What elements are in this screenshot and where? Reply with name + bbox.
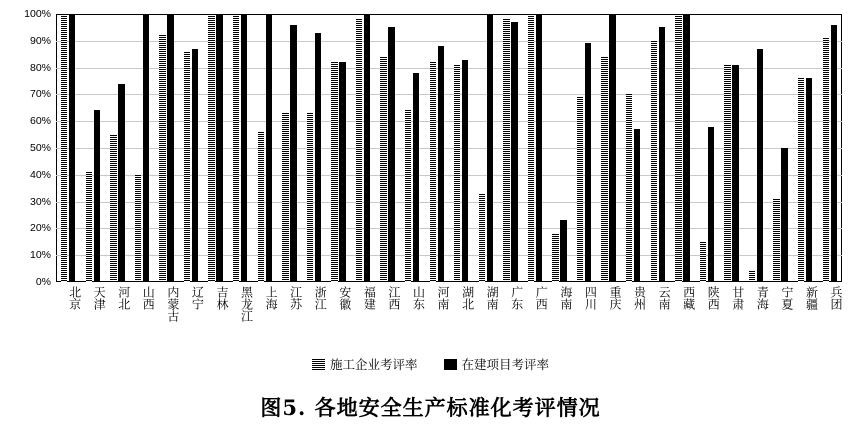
x-tick-label: 宁夏 <box>779 286 794 310</box>
bar-project <box>413 73 419 282</box>
bar-project <box>388 27 394 282</box>
x-tick-label: 西藏 <box>681 286 696 310</box>
bar-enterprise <box>135 175 141 282</box>
bar-project <box>560 220 566 282</box>
bar-project <box>609 14 615 282</box>
bar-group <box>154 14 179 282</box>
bar-enterprise <box>110 135 116 282</box>
y-tick-label: 0% <box>35 275 51 288</box>
bar-project <box>364 14 370 282</box>
bar-enterprise <box>282 113 288 282</box>
bar-project <box>94 110 100 282</box>
bar-project <box>831 25 837 282</box>
bar-enterprise <box>773 199 779 282</box>
legend-label-series0: 施工企业考评率 <box>329 358 418 372</box>
y-tick-label: 30% <box>29 195 51 208</box>
bar-group <box>646 14 671 282</box>
bar-enterprise <box>380 57 386 282</box>
bar-enterprise <box>528 14 534 282</box>
bar-enterprise <box>356 19 362 282</box>
x-tick-label: 兵团 <box>829 286 843 310</box>
bar-project <box>683 14 689 282</box>
x-tick-label: 山东 <box>411 286 426 310</box>
bar-project <box>511 22 517 282</box>
x-tick-label: 山西 <box>141 286 156 310</box>
x-axis-labels <box>56 286 842 348</box>
legend-swatch-icon <box>312 359 325 370</box>
bar-project <box>339 62 345 282</box>
bar-group <box>793 14 818 282</box>
x-tick-label: 云南 <box>657 286 672 310</box>
bar-group <box>400 14 425 282</box>
bar-project <box>69 14 75 282</box>
legend-item-series1 <box>444 355 550 373</box>
x-tick-label: 甘肃 <box>730 286 745 310</box>
bar-group <box>498 14 523 282</box>
bar-enterprise <box>651 41 657 282</box>
bar-group <box>621 14 646 282</box>
bar-group <box>375 14 400 282</box>
bar-group <box>253 14 278 282</box>
x-tick-label: 湖北 <box>460 286 475 310</box>
y-tick-label: 50% <box>29 141 51 154</box>
bar-enterprise <box>700 242 706 282</box>
y-tick-label: 20% <box>29 222 51 235</box>
y-tick-label: 40% <box>29 168 51 181</box>
bar-group <box>670 14 695 282</box>
bar-project <box>438 46 444 282</box>
bar-project <box>192 49 198 282</box>
bar-group <box>81 14 106 282</box>
bar-enterprise <box>208 14 214 282</box>
bar-project <box>462 60 468 282</box>
bar-group <box>523 14 548 282</box>
bar-group <box>695 14 720 282</box>
bar-enterprise <box>479 194 485 282</box>
chart-plot-area <box>24 7 842 288</box>
x-tick-label: 陕西 <box>706 286 721 310</box>
bar-enterprise <box>675 14 681 282</box>
bar-group <box>203 14 228 282</box>
x-tick-label: 黑龙江 <box>239 286 254 322</box>
bar-enterprise <box>552 234 558 282</box>
bar-group <box>474 14 499 282</box>
x-tick-label: 吉林 <box>214 286 229 310</box>
x-tick-label: 河北 <box>116 286 131 310</box>
y-tick-label: 10% <box>29 248 51 261</box>
x-tick-label: 四川 <box>583 286 598 310</box>
bar-group <box>105 14 130 282</box>
bar-enterprise <box>86 172 92 282</box>
bar-project <box>241 14 247 282</box>
bar-project <box>585 43 591 282</box>
x-tick-label: 浙江 <box>313 286 328 310</box>
x-tick-label: 内蒙古 <box>165 286 180 322</box>
x-tick-label: 广东 <box>509 286 524 310</box>
bar-enterprise <box>307 113 313 282</box>
x-tick-label: 海南 <box>558 286 573 310</box>
chart-legend <box>0 355 861 373</box>
bar-group <box>277 14 302 282</box>
bar-enterprise <box>823 38 829 282</box>
bar-project <box>634 129 640 282</box>
bar-group <box>744 14 769 282</box>
x-tick-label: 天津 <box>92 286 107 310</box>
x-tick-label: 安徽 <box>337 286 352 310</box>
bar-enterprise <box>405 110 411 282</box>
x-tick-label: 福建 <box>362 286 377 310</box>
y-tick-label: 100% <box>24 7 51 20</box>
bar-project <box>659 27 665 282</box>
bar-enterprise <box>601 57 607 282</box>
bar-enterprise <box>258 132 264 282</box>
bar-group <box>130 14 155 282</box>
bar-group <box>449 14 474 282</box>
legend-swatch-icon <box>444 359 457 370</box>
bar-group <box>768 14 793 282</box>
bar-group <box>326 14 351 282</box>
bar-group <box>596 14 621 282</box>
bar-group <box>56 14 81 282</box>
bar-group <box>351 14 376 282</box>
bar-project <box>732 65 738 282</box>
figure-caption: 图5. 各地安全生产标准化考评情况 <box>260 395 601 420</box>
x-tick-label: 新疆 <box>804 286 819 310</box>
bar-group <box>547 14 572 282</box>
bar-project <box>290 25 296 282</box>
bar-group <box>302 14 327 282</box>
bar-group <box>817 14 842 282</box>
y-tick-label: 90% <box>29 34 51 47</box>
legend-label-series1: 在建项目考评率 <box>461 358 550 372</box>
x-tick-label: 青海 <box>755 286 770 310</box>
bar-enterprise <box>503 19 509 282</box>
bar-project <box>487 14 493 282</box>
bar-project <box>806 78 812 282</box>
bar-enterprise <box>430 62 436 282</box>
bar-project <box>757 49 763 282</box>
bar-enterprise <box>798 78 804 282</box>
bar-group <box>424 14 449 282</box>
x-tick-label: 北京 <box>67 286 82 310</box>
bar-enterprise <box>61 14 67 282</box>
bar-group <box>228 14 253 282</box>
bar-enterprise <box>626 94 632 282</box>
x-tick-label: 重庆 <box>607 286 622 310</box>
x-tick-label: 江西 <box>386 286 401 310</box>
x-tick-label: 广西 <box>534 286 549 310</box>
y-tick-label: 80% <box>29 61 51 74</box>
bar-project <box>315 33 321 282</box>
y-tick-label: 60% <box>29 114 51 127</box>
bar-project <box>143 14 149 282</box>
bar-project <box>167 14 173 282</box>
bar-project <box>216 14 222 282</box>
bar-project <box>781 148 787 282</box>
x-tick-label: 上海 <box>264 286 279 310</box>
bar-enterprise <box>724 65 730 282</box>
x-tick-label: 贵州 <box>632 286 647 310</box>
x-tick-label: 河南 <box>436 286 450 310</box>
bar-enterprise <box>454 65 460 282</box>
bar-enterprise <box>331 62 337 282</box>
bar-enterprise <box>233 14 239 282</box>
y-tick-label: 70% <box>29 88 51 101</box>
bar-enterprise <box>577 97 583 282</box>
bar-enterprise <box>184 52 190 282</box>
bar-project <box>266 14 272 282</box>
bar-enterprise <box>159 35 165 282</box>
bar-group <box>572 14 597 282</box>
x-tick-label: 江苏 <box>288 286 303 310</box>
bar-project <box>536 14 542 282</box>
x-tick-label: 湖南 <box>485 286 500 310</box>
bar-group <box>179 14 204 282</box>
bar-enterprise <box>749 271 755 282</box>
bar-project <box>118 84 124 282</box>
x-tick-label: 辽宁 <box>190 286 205 310</box>
bar-project <box>708 127 714 282</box>
bar-group <box>719 14 744 282</box>
legend-item-series0 <box>312 355 418 373</box>
